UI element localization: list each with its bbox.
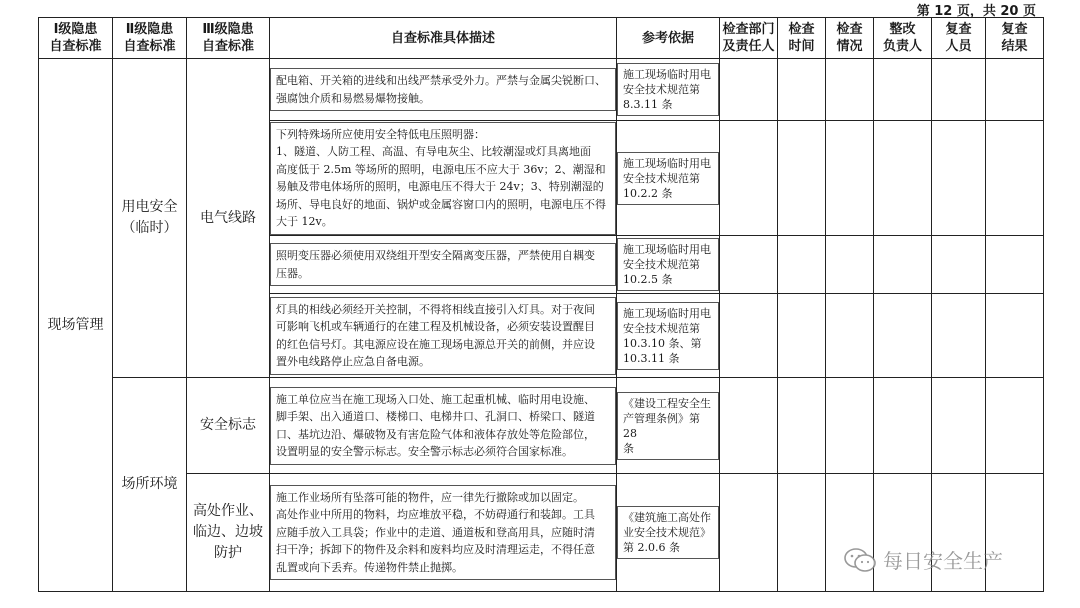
ref-cell: 施工现场临时用电 安全技术规范第 10.3.10 条、第 10.3.11 条 <box>617 294 720 378</box>
header-level3: Ⅲ级隐患 自查标准 <box>187 18 270 59</box>
header-level1: Ⅰ级隐患 自查标准 <box>39 18 113 59</box>
desc-cell: 施工单位应当在施工现场入口处、施工起重机械、临时用电设施、 脚手架、出入通道口、楼梯口、电梯井口、孔洞口、桥梁口、隧道 口、基坑边沿、爆破物及有害危险气体和液体存放处等危险部位， 设置明显的安全警示标志。安全警示标志必须符合国家标准。 <box>270 378 617 474</box>
table-row <box>39 59 1044 121</box>
ref-cell: 《建筑施工高处作 业安全技术规范》 第 2.0.6 条 <box>617 474 720 592</box>
level3-cell: 高处作业、 临边、边坡 防护 <box>187 474 270 592</box>
level2-cell: 场所环境 <box>113 378 187 592</box>
header-time: 检查 时间 <box>778 18 826 59</box>
header-row <box>39 18 1044 59</box>
header-level2: Ⅱ级隐患 自查标准 <box>113 18 187 59</box>
desc-cell: 灯具的相线必须经开关控制，不得将相线直接引入灯具。对于夜间 可影响飞机或车辆通行的在建工程及机械设备，必须安装设置醒目 的红色信号灯。其电源应设在施工现场电源总开关的前侧，并应设 置外电线路停止应急自备电源。 <box>270 294 617 378</box>
ref-cell: 《建设工程安全生 产管理条例》第 28 条 <box>617 378 720 474</box>
ref-cell: 施工现场临时用电 安全技术规范第 10.2.5 条 <box>617 236 720 294</box>
header-result: 复查 结果 <box>986 18 1044 59</box>
desc-cell: 配电箱、开关箱的进线和出线严禁承受外力。严禁与金属尖锐断口、 强腐蚀介质和易燃易爆物接触。 <box>270 59 617 121</box>
desc-cell: 照明变压器必须使用双绕组开型安全隔离变压器，严禁使用自耦变 压器。 <box>270 236 617 294</box>
header-situation: 检查 情况 <box>826 18 874 59</box>
header-dept: 检查部门 及责任人 <box>720 18 778 59</box>
ref-cell: 施工现场临时用电 安全技术规范第 8.3.11 条 <box>617 59 720 121</box>
watermark-text: 每日安全生产 <box>883 549 1003 573</box>
watermark <box>843 545 1003 574</box>
inspection-table <box>38 17 1044 592</box>
header-reviewer: 复查 人员 <box>932 18 986 59</box>
table-row <box>39 378 1044 474</box>
page-number: 第 12 页，共 20 页 <box>916 4 1036 19</box>
level1-cell: 现场管理 <box>39 59 113 592</box>
header-rectify: 整改 负责人 <box>874 18 932 59</box>
header-ref: 参考依据 <box>617 18 720 59</box>
level3-cell: 电气线路 <box>187 59 270 378</box>
desc-cell: 下列特殊场所应使用安全特低电压照明器： 1、隧道、人防工程、高温、有导电灰尘、比较潮湿或灯具离地面 高度低于 2.5m 等场所的照明，电源电压不应大于 36v；2、潮湿和 易触及带电体场所的照明，电源电压不得大于 24v；3、特别潮湿的 场所、导电良好的地面、锅炉或金属容窗口内的照明，电源电压不得 大于 12v。 <box>270 121 617 236</box>
wechat-icon <box>843 547 877 573</box>
ref-cell: 施工现场临时用电 安全技术规范第 10.2.2 条 <box>617 121 720 236</box>
header-desc: 自查标准具体描述 <box>270 18 617 59</box>
level2-cell: 用电安全 （临时） <box>113 59 187 378</box>
level3-cell: 安全标志 <box>187 378 270 474</box>
desc-cell: 施工作业场所有坠落可能的物件，应一律先行撤除或加以固定。 高处作业中所用的物料，均应堆放平稳，不妨碍通行和装卸。工具 应随手放入工具袋；作业中的走道、通道板和登高用具，应随时清 扫干净；拆卸下的物件及余料和废料均应及时清理运走，不得任意 乱置或向下丢弃。传递物件禁止抛掷。 <box>270 474 617 592</box>
